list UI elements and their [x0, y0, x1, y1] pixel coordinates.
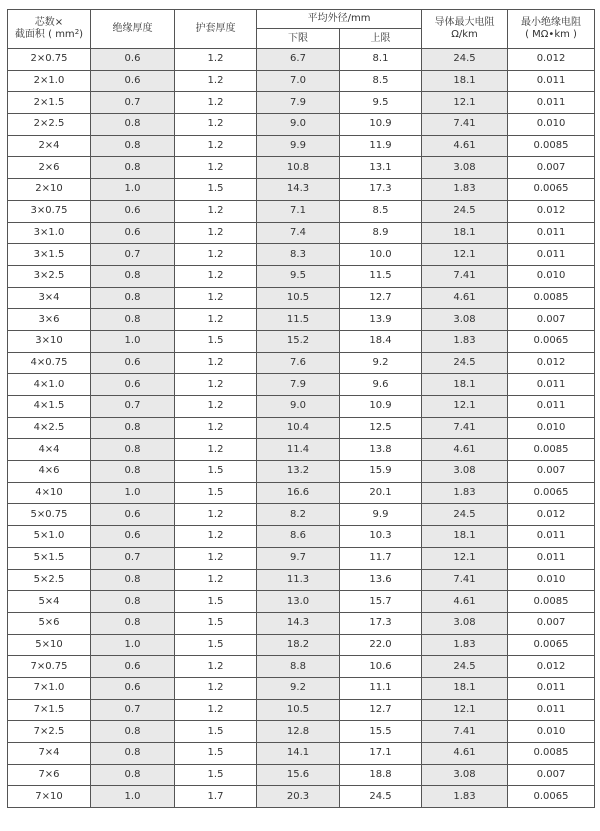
cell-conductor-resistance: 3.08 — [422, 461, 508, 483]
cell-diameter-lower: 13.2 — [257, 461, 340, 483]
cell-conductor-resistance: 12.1 — [422, 699, 508, 721]
cell-core-section: 5×10 — [8, 634, 91, 656]
cell-core-section: 7×0.75 — [8, 656, 91, 678]
cell-diameter-lower: 14.1 — [257, 743, 340, 765]
cell-diameter-upper: 13.9 — [340, 309, 422, 331]
cell-diameter-lower: 14.3 — [257, 612, 340, 634]
cell-diameter-lower: 7.4 — [257, 222, 340, 244]
table-row — [8, 482, 595, 504]
cell-diameter-upper: 15.5 — [340, 721, 422, 743]
header-core-line2: 截面积 ( $mm^2$) — [14, 28, 84, 40]
cell-insulation-resistance: 0.011 — [508, 677, 595, 699]
cell-conductor-resistance: 7.41 — [422, 265, 508, 287]
cell-conductor-resistance: 24.5 — [422, 504, 508, 526]
table-header — [8, 10, 595, 49]
cell-conductor-resistance: 1.83 — [422, 634, 508, 656]
table-row — [8, 287, 595, 309]
cell-insulation-thickness: 0.6 — [91, 374, 175, 396]
cell-diameter-upper: 24.5 — [340, 786, 422, 808]
cell-core-section: 5×1.0 — [8, 526, 91, 548]
cell-sheath-thickness: 1.2 — [175, 287, 257, 309]
cell-diameter-lower: 8.2 — [257, 504, 340, 526]
cell-diameter-upper: 13.8 — [340, 439, 422, 461]
table-row — [8, 439, 595, 461]
cell-insulation-resistance: 0.0085 — [508, 135, 595, 157]
cell-insulation-resistance: 0.0065 — [508, 634, 595, 656]
cell-diameter-lower: 8.8 — [257, 656, 340, 678]
cell-insulation-thickness: 0.6 — [91, 526, 175, 548]
cell-diameter-upper: 11.1 — [340, 677, 422, 699]
cell-diameter-upper: 13.1 — [340, 157, 422, 179]
cell-conductor-resistance: 24.5 — [422, 656, 508, 678]
cell-sheath-thickness: 1.2 — [175, 157, 257, 179]
cell-diameter-upper: 10.9 — [340, 396, 422, 418]
cell-core-section: 3×6 — [8, 309, 91, 331]
cell-diameter-lower: 9.0 — [257, 396, 340, 418]
cell-insulation-resistance: 0.012 — [508, 656, 595, 678]
header-upper-limit: 上限 — [340, 29, 422, 49]
cell-insulation-resistance: 0.011 — [508, 396, 595, 418]
cell-insulation-thickness: 0.8 — [91, 135, 175, 157]
cell-conductor-resistance: 3.08 — [422, 764, 508, 786]
cell-insulation-thickness: 0.8 — [91, 764, 175, 786]
cell-insulation-thickness: 1.0 — [91, 482, 175, 504]
cell-insulation-thickness: 0.6 — [91, 677, 175, 699]
cell-diameter-lower: 16.6 — [257, 482, 340, 504]
cell-core-section: 7×4 — [8, 743, 91, 765]
cell-diameter-upper: 17.3 — [340, 179, 422, 201]
cell-insulation-resistance: 0.011 — [508, 699, 595, 721]
table-row — [8, 764, 595, 786]
cell-insulation-thickness: 0.7 — [91, 547, 175, 569]
cell-sheath-thickness: 1.2 — [175, 526, 257, 548]
cell-core-section: 7×10 — [8, 786, 91, 808]
cell-conductor-resistance: 12.1 — [422, 396, 508, 418]
cell-conductor-resistance: 1.83 — [422, 482, 508, 504]
cell-insulation-resistance: 0.010 — [508, 721, 595, 743]
cell-insulation-resistance: 0.010 — [508, 569, 595, 591]
cell-sheath-thickness: 1.2 — [175, 699, 257, 721]
cell-core-section: 4×6 — [8, 461, 91, 483]
table-row — [8, 92, 595, 114]
table-row — [8, 70, 595, 92]
cell-core-section: 4×10 — [8, 482, 91, 504]
cell-insulation-thickness: 0.8 — [91, 743, 175, 765]
cell-insulation-thickness: 0.6 — [91, 222, 175, 244]
header-insulation-thickness: 绝缘厚度 — [91, 10, 175, 49]
cell-core-section: 2×1.5 — [8, 92, 91, 114]
cell-core-section: 4×1.5 — [8, 396, 91, 418]
table-row — [8, 591, 595, 613]
cell-insulation-resistance: 0.010 — [508, 417, 595, 439]
cell-sheath-thickness: 1.2 — [175, 135, 257, 157]
cell-insulation-thickness: 0.6 — [91, 656, 175, 678]
header-lower-limit: 下限 — [257, 29, 340, 49]
table-row — [8, 309, 595, 331]
cell-insulation-resistance: 0.011 — [508, 244, 595, 266]
table-row — [8, 612, 595, 634]
cell-core-section: 5×0.75 — [8, 504, 91, 526]
cell-insulation-thickness: 0.7 — [91, 699, 175, 721]
cell-insulation-resistance: 0.0065 — [508, 330, 595, 352]
cell-insulation-thickness: 0.6 — [91, 49, 175, 71]
cell-conductor-resistance: 18.1 — [422, 70, 508, 92]
cell-core-section: 7×1.0 — [8, 677, 91, 699]
cell-insulation-resistance: 0.0085 — [508, 743, 595, 765]
cell-diameter-upper: 11.9 — [340, 135, 422, 157]
cell-insulation-thickness: 0.8 — [91, 114, 175, 136]
cell-diameter-lower: 10.5 — [257, 287, 340, 309]
cell-sheath-thickness: 1.5 — [175, 612, 257, 634]
table-row — [8, 417, 595, 439]
cell-core-section: 3×10 — [8, 330, 91, 352]
cell-conductor-resistance: 3.08 — [422, 612, 508, 634]
cell-insulation-resistance: 0.007 — [508, 612, 595, 634]
table-row — [8, 656, 595, 678]
table-row — [8, 114, 595, 136]
table-row — [8, 634, 595, 656]
cell-insulation-resistance: 0.007 — [508, 461, 595, 483]
cell-insulation-thickness: 0.8 — [91, 265, 175, 287]
cell-core-section: 2×4 — [8, 135, 91, 157]
cell-core-section: 5×4 — [8, 591, 91, 613]
cell-conductor-resistance: 7.41 — [422, 569, 508, 591]
cell-core-section: 2×0.75 — [8, 49, 91, 71]
table-row — [8, 244, 595, 266]
cell-diameter-upper: 22.0 — [340, 634, 422, 656]
cell-diameter-lower: 7.9 — [257, 374, 340, 396]
cell-diameter-lower: 11.3 — [257, 569, 340, 591]
cell-sheath-thickness: 1.5 — [175, 179, 257, 201]
cell-insulation-resistance: 0.007 — [508, 309, 595, 331]
cell-diameter-upper: 9.2 — [340, 352, 422, 374]
header-min-insulation-resistance: 最小绝缘电阻 ( MΩ•km ) — [508, 10, 595, 49]
table-row — [8, 699, 595, 721]
cell-insulation-resistance: 0.011 — [508, 526, 595, 548]
cell-conductor-resistance: 3.08 — [422, 157, 508, 179]
cell-insulation-thickness: 0.8 — [91, 591, 175, 613]
cell-insulation-resistance: 0.0065 — [508, 179, 595, 201]
cell-conductor-resistance: 7.41 — [422, 721, 508, 743]
cell-insulation-resistance: 0.012 — [508, 352, 595, 374]
cell-insulation-thickness: 0.8 — [91, 157, 175, 179]
cell-diameter-lower: 13.0 — [257, 591, 340, 613]
cell-diameter-lower: 11.4 — [257, 439, 340, 461]
cell-insulation-thickness: 0.6 — [91, 504, 175, 526]
table-body — [8, 49, 595, 808]
cell-diameter-lower: 9.5 — [257, 265, 340, 287]
cell-insulation-resistance: 0.011 — [508, 222, 595, 244]
cell-diameter-upper: 17.3 — [340, 612, 422, 634]
cell-core-section: 2×2.5 — [8, 114, 91, 136]
header-core-line1: 芯数× — [34, 17, 64, 28]
cell-diameter-lower: 20.3 — [257, 786, 340, 808]
cell-insulation-resistance: 0.0085 — [508, 439, 595, 461]
cell-insulation-resistance: 0.0085 — [508, 287, 595, 309]
cell-diameter-upper: 13.6 — [340, 569, 422, 591]
table-row — [8, 49, 595, 71]
cell-sheath-thickness: 1.5 — [175, 743, 257, 765]
cell-conductor-resistance: 24.5 — [422, 200, 508, 222]
cell-conductor-resistance: 4.61 — [422, 743, 508, 765]
cell-core-section: 3×4 — [8, 287, 91, 309]
cell-conductor-resistance: 24.5 — [422, 49, 508, 71]
cell-insulation-resistance: 0.011 — [508, 374, 595, 396]
cell-insulation-thickness: 1.0 — [91, 634, 175, 656]
cell-sheath-thickness: 1.2 — [175, 417, 257, 439]
table-row — [8, 547, 595, 569]
cell-diameter-lower: 10.4 — [257, 417, 340, 439]
cell-sheath-thickness: 1.2 — [175, 439, 257, 461]
cell-conductor-resistance: 4.61 — [422, 439, 508, 461]
cell-insulation-thickness: 0.8 — [91, 439, 175, 461]
cell-diameter-upper: 15.9 — [340, 461, 422, 483]
cell-core-section: 3×2.5 — [8, 265, 91, 287]
cell-insulation-resistance: 0.010 — [508, 265, 595, 287]
cell-insulation-resistance: 0.011 — [508, 547, 595, 569]
cell-diameter-lower: 12.8 — [257, 721, 340, 743]
cell-conductor-resistance: 4.61 — [422, 287, 508, 309]
cell-core-section: 7×2.5 — [8, 721, 91, 743]
cell-diameter-upper: 18.8 — [340, 764, 422, 786]
cell-sheath-thickness: 1.5 — [175, 634, 257, 656]
cell-diameter-lower: 7.1 — [257, 200, 340, 222]
table-row — [8, 721, 595, 743]
cell-conductor-resistance: 18.1 — [422, 222, 508, 244]
cell-conductor-resistance: 18.1 — [422, 526, 508, 548]
cell-conductor-resistance: 12.1 — [422, 547, 508, 569]
cell-diameter-upper: 10.0 — [340, 244, 422, 266]
cell-diameter-upper: 9.5 — [340, 92, 422, 114]
cell-diameter-upper: 10.6 — [340, 656, 422, 678]
cell-insulation-resistance: 0.011 — [508, 92, 595, 114]
cell-sheath-thickness: 1.5 — [175, 482, 257, 504]
cell-core-section: 5×2.5 — [8, 569, 91, 591]
cell-core-section: 3×0.75 — [8, 200, 91, 222]
cell-conductor-resistance: 12.1 — [422, 244, 508, 266]
table-row — [8, 569, 595, 591]
cell-diameter-lower: 15.2 — [257, 330, 340, 352]
cell-conductor-resistance: 18.1 — [422, 374, 508, 396]
cell-insulation-thickness: 0.6 — [91, 352, 175, 374]
header-core-section — [8, 10, 91, 49]
cell-diameter-upper: 20.1 — [340, 482, 422, 504]
header-max-conductor-resistance: 导体最大电阻 Ω/km — [422, 10, 508, 49]
cell-insulation-thickness: 0.8 — [91, 309, 175, 331]
cell-core-section: 7×6 — [8, 764, 91, 786]
cell-insulation-thickness: 0.7 — [91, 244, 175, 266]
cell-diameter-lower: 9.9 — [257, 135, 340, 157]
cell-diameter-upper: 8.9 — [340, 222, 422, 244]
cell-insulation-resistance: 0.011 — [508, 70, 595, 92]
cell-diameter-lower: 8.3 — [257, 244, 340, 266]
cell-diameter-upper: 8.5 — [340, 200, 422, 222]
table-row — [8, 743, 595, 765]
cell-insulation-thickness: 0.8 — [91, 287, 175, 309]
cell-insulation-thickness: 0.6 — [91, 200, 175, 222]
cell-insulation-thickness: 0.7 — [91, 92, 175, 114]
cable-spec-table-container — [7, 9, 595, 808]
cell-core-section: 5×1.5 — [8, 547, 91, 569]
cell-insulation-thickness: 0.8 — [91, 612, 175, 634]
table-row — [8, 179, 595, 201]
cell-core-section: 4×2.5 — [8, 417, 91, 439]
cell-diameter-lower: 7.6 — [257, 352, 340, 374]
cell-insulation-resistance: 0.012 — [508, 200, 595, 222]
cell-diameter-upper: 8.1 — [340, 49, 422, 71]
cell-conductor-resistance: 18.1 — [422, 677, 508, 699]
cell-sheath-thickness: 1.2 — [175, 222, 257, 244]
cell-diameter-upper: 10.3 — [340, 526, 422, 548]
header-sheath-thickness: 护套厚度 — [175, 10, 257, 49]
cell-diameter-upper: 9.6 — [340, 374, 422, 396]
cell-insulation-thickness: 0.6 — [91, 70, 175, 92]
cell-diameter-upper: 11.7 — [340, 547, 422, 569]
cell-sheath-thickness: 1.5 — [175, 721, 257, 743]
cell-insulation-thickness: 1.0 — [91, 786, 175, 808]
table-row — [8, 526, 595, 548]
cell-insulation-thickness: 1.0 — [91, 330, 175, 352]
cell-insulation-resistance: 0.010 — [508, 114, 595, 136]
cell-sheath-thickness: 1.2 — [175, 244, 257, 266]
cell-sheath-thickness: 1.2 — [175, 200, 257, 222]
cell-diameter-upper: 10.9 — [340, 114, 422, 136]
cell-conductor-resistance: 1.83 — [422, 786, 508, 808]
cell-sheath-thickness: 1.2 — [175, 569, 257, 591]
cell-sheath-thickness: 1.2 — [175, 352, 257, 374]
table-row — [8, 330, 595, 352]
cell-sheath-thickness: 1.2 — [175, 656, 257, 678]
cell-diameter-upper: 8.5 — [340, 70, 422, 92]
cell-diameter-upper: 12.5 — [340, 417, 422, 439]
cell-insulation-thickness: 0.8 — [91, 569, 175, 591]
cell-insulation-resistance: 0.0065 — [508, 786, 595, 808]
cell-sheath-thickness: 1.2 — [175, 49, 257, 71]
cell-core-section: 7×1.5 — [8, 699, 91, 721]
cell-sheath-thickness: 1.5 — [175, 591, 257, 613]
cell-sheath-thickness: 1.2 — [175, 265, 257, 287]
cell-diameter-lower: 18.2 — [257, 634, 340, 656]
table-row — [8, 222, 595, 244]
cell-sheath-thickness: 1.2 — [175, 547, 257, 569]
cell-diameter-lower: 10.8 — [257, 157, 340, 179]
cell-diameter-lower: 10.5 — [257, 699, 340, 721]
cell-diameter-lower: 15.6 — [257, 764, 340, 786]
cell-insulation-resistance: 0.007 — [508, 157, 595, 179]
cell-diameter-lower: 8.6 — [257, 526, 340, 548]
cell-sheath-thickness: 1.2 — [175, 677, 257, 699]
table-row — [8, 374, 595, 396]
cell-diameter-lower: 9.2 — [257, 677, 340, 699]
cell-conductor-resistance: 7.41 — [422, 417, 508, 439]
cell-conductor-resistance: 12.1 — [422, 92, 508, 114]
cell-sheath-thickness: 1.2 — [175, 309, 257, 331]
cell-sheath-thickness: 1.2 — [175, 396, 257, 418]
cell-sheath-thickness: 1.2 — [175, 70, 257, 92]
table-row — [8, 157, 595, 179]
cell-sheath-thickness: 1.5 — [175, 330, 257, 352]
cell-core-section: 4×1.0 — [8, 374, 91, 396]
cell-sheath-thickness: 1.5 — [175, 461, 257, 483]
cell-insulation-thickness: 0.8 — [91, 461, 175, 483]
cell-diameter-lower: 7.9 — [257, 92, 340, 114]
table-row — [8, 265, 595, 287]
cell-core-section: 5×6 — [8, 612, 91, 634]
cell-core-section: 4×4 — [8, 439, 91, 461]
table-row — [8, 352, 595, 374]
table-row — [8, 504, 595, 526]
cell-diameter-upper: 11.5 — [340, 265, 422, 287]
cell-insulation-resistance: 0.012 — [508, 49, 595, 71]
cable-spec-table — [7, 9, 595, 808]
cell-sheath-thickness: 1.2 — [175, 504, 257, 526]
cell-conductor-resistance: 24.5 — [422, 352, 508, 374]
table-row — [8, 786, 595, 808]
cell-sheath-thickness: 1.2 — [175, 92, 257, 114]
cell-insulation-resistance: 0.007 — [508, 764, 595, 786]
cell-sheath-thickness: 1.7 — [175, 786, 257, 808]
cell-diameter-lower: 11.5 — [257, 309, 340, 331]
cell-core-section: 2×6 — [8, 157, 91, 179]
cell-core-section: 3×1.5 — [8, 244, 91, 266]
table-row — [8, 677, 595, 699]
cell-diameter-upper: 17.1 — [340, 743, 422, 765]
cell-insulation-resistance: 0.0085 — [508, 591, 595, 613]
cell-conductor-resistance: 1.83 — [422, 330, 508, 352]
cell-diameter-lower: 7.0 — [257, 70, 340, 92]
cell-sheath-thickness: 1.5 — [175, 764, 257, 786]
header-average-diameter: 平均外径/mm — [257, 10, 422, 29]
cell-insulation-thickness: 0.7 — [91, 396, 175, 418]
cell-insulation-resistance: 0.012 — [508, 504, 595, 526]
cell-sheath-thickness: 1.2 — [175, 114, 257, 136]
table-row — [8, 135, 595, 157]
cell-diameter-upper: 12.7 — [340, 287, 422, 309]
cell-core-section: 2×10 — [8, 179, 91, 201]
cell-conductor-resistance: 4.61 — [422, 135, 508, 157]
table-row — [8, 461, 595, 483]
cell-insulation-thickness: 1.0 — [91, 179, 175, 201]
cell-diameter-lower: 9.0 — [257, 114, 340, 136]
cell-core-section: 2×1.0 — [8, 70, 91, 92]
cell-diameter-lower: 9.7 — [257, 547, 340, 569]
cell-insulation-thickness: 0.8 — [91, 721, 175, 743]
cell-conductor-resistance: 4.61 — [422, 591, 508, 613]
cell-conductor-resistance: 3.08 — [422, 309, 508, 331]
cell-diameter-upper: 9.9 — [340, 504, 422, 526]
cell-diameter-lower: 14.3 — [257, 179, 340, 201]
cell-diameter-upper: 18.4 — [340, 330, 422, 352]
cell-insulation-thickness: 0.8 — [91, 417, 175, 439]
cell-sheath-thickness: 1.2 — [175, 374, 257, 396]
cell-diameter-upper: 12.7 — [340, 699, 422, 721]
cell-diameter-lower: 6.7 — [257, 49, 340, 71]
table-row — [8, 200, 595, 222]
cell-core-section: 3×1.0 — [8, 222, 91, 244]
cell-conductor-resistance: 7.41 — [422, 114, 508, 136]
cell-insulation-resistance: 0.0065 — [508, 482, 595, 504]
cell-diameter-upper: 15.7 — [340, 591, 422, 613]
cell-core-section: 4×0.75 — [8, 352, 91, 374]
table-row — [8, 396, 595, 418]
cell-conductor-resistance: 1.83 — [422, 179, 508, 201]
